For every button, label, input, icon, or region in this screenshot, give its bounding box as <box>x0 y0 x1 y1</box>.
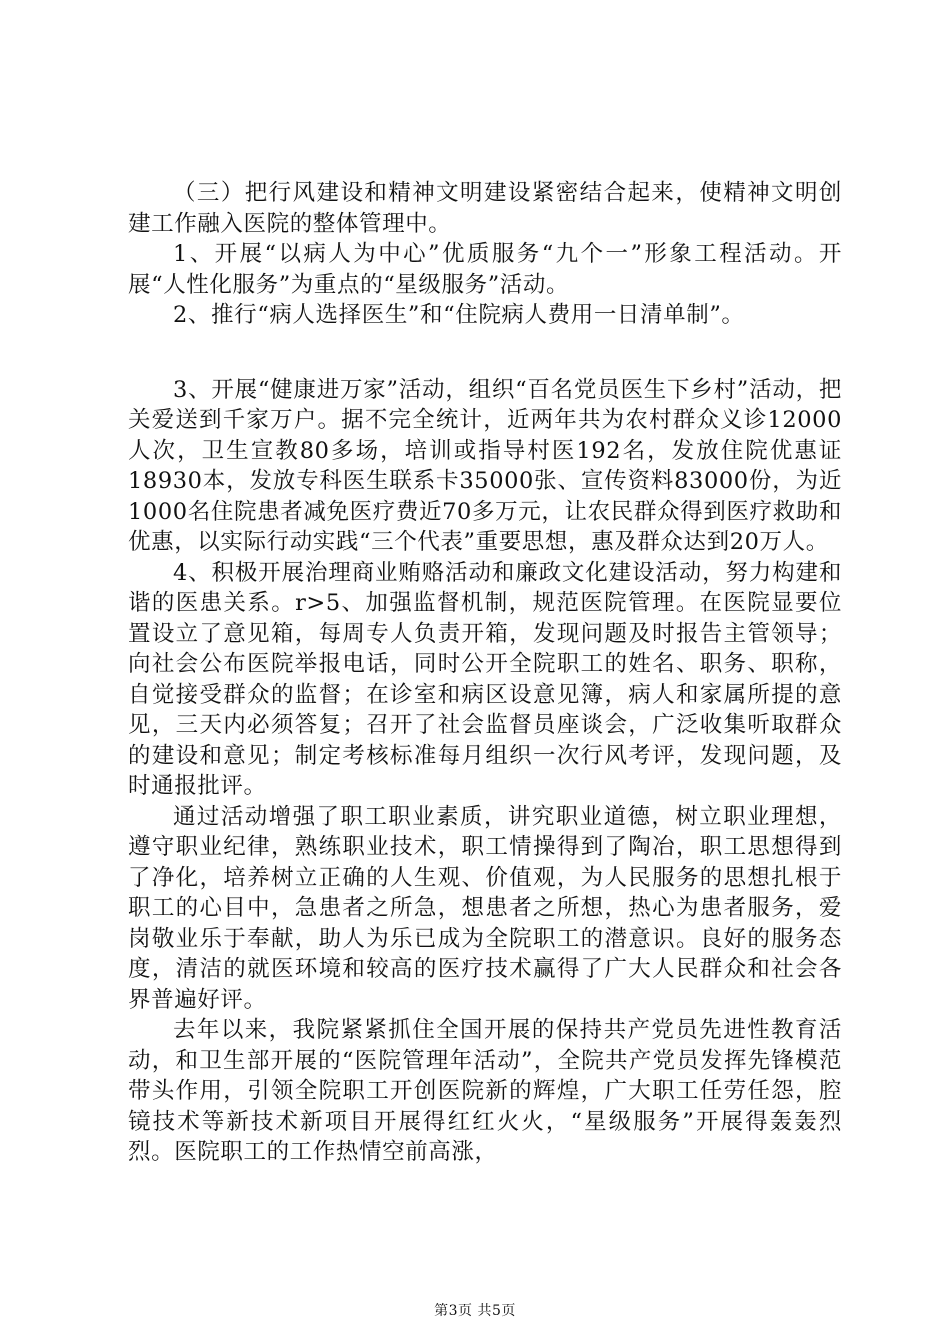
paragraph-item-1: 1、开展“以病人为中心”优质服务“九个一”形象工程活动。开展“人性化服务”为重点的“星级服务”活动。 <box>128 241 842 298</box>
paragraph-section-three: （三）把行风建设和精神文明建设紧密结合起来，使精神文明创建工作融入医院的整体管理中。 <box>128 180 842 237</box>
paragraph-results: 通过活动增强了职工职业素质，讲究职业道德，树立职业理想，遵守职业纪律，熟练职业技术，职工情操得到了陶冶，职工思想得到了净化，培养树立正确的人生观、价值观，为人民服务的思想扎根于职工的心目中，急患者之所急，想患者之所想，热心为患者服务，爱岗敬业乐于奉献，助人为乐已成为全院职工的潜意识。良好的服务态度，清洁的就医环境和较高的医疗技术赢得了广大人民群众和社会各界普遍好评。 <box>128 803 842 1013</box>
paragraph-last-year: 去年以来，我院紧紧抓住全国开展的保持共产党员先进性教育活动，和卫生部开展的“医院管理年活动”，全院共产党员发挥先锋模范带头作用，引领全院职工开创医院新的辉煌，广大职工任劳任怨，腔镜技术等新技术新项目开展得红红火火，“星级服务”开展得轰轰烈烈。医院职工的工作热情空前高涨， <box>128 1017 842 1165</box>
paragraph-item-3: 3、开展“健康进万家”活动，组织“百名党员医生下乡村”活动，把关爱送到千家万户。据不完全统计，近两年共为农村群众义诊12000人次，卫生宣教80多场，培训或指导村医192名，发放住院优惠证18930本，发放专科医生联系卡35000张、宣传资料83000份，为近1000名住院患者减免医疗费近70多万元，让农民群众得到医疗救助和优惠，以实际行动实践“三个代表”重要思想，惠及群众达到20万人。 <box>128 376 842 555</box>
paragraph-item-4-5: 4、积极开展治理商业贿赂活动和廉政文化建设活动，努力构建和谐的医患关系。r>5、加强监督机制，规范医院管理。在医院显要位置设立了意见箱，每周专人负责开箱，发现问题及时报告主管领导；向社会公布医院举报电话，同时公开全院职工的姓名、职务、职称，自觉接受群众的监督；在诊室和病区设意见簿，病人和家属所提的意见，三天内必须答复；召开了社会监督员座谈会，广泛收集听取群众的建设和意见；制定考核标准每月组织一次行风考评，发现问题，及时通报批评。 <box>128 559 842 799</box>
page-footer: 第3页 共5页 <box>434 1303 516 1319</box>
document-body <box>128 178 842 1168</box>
paragraph-item-2: 2、推行“病人选择医生”和“住院病人费用一日清单制”。 <box>173 302 745 328</box>
